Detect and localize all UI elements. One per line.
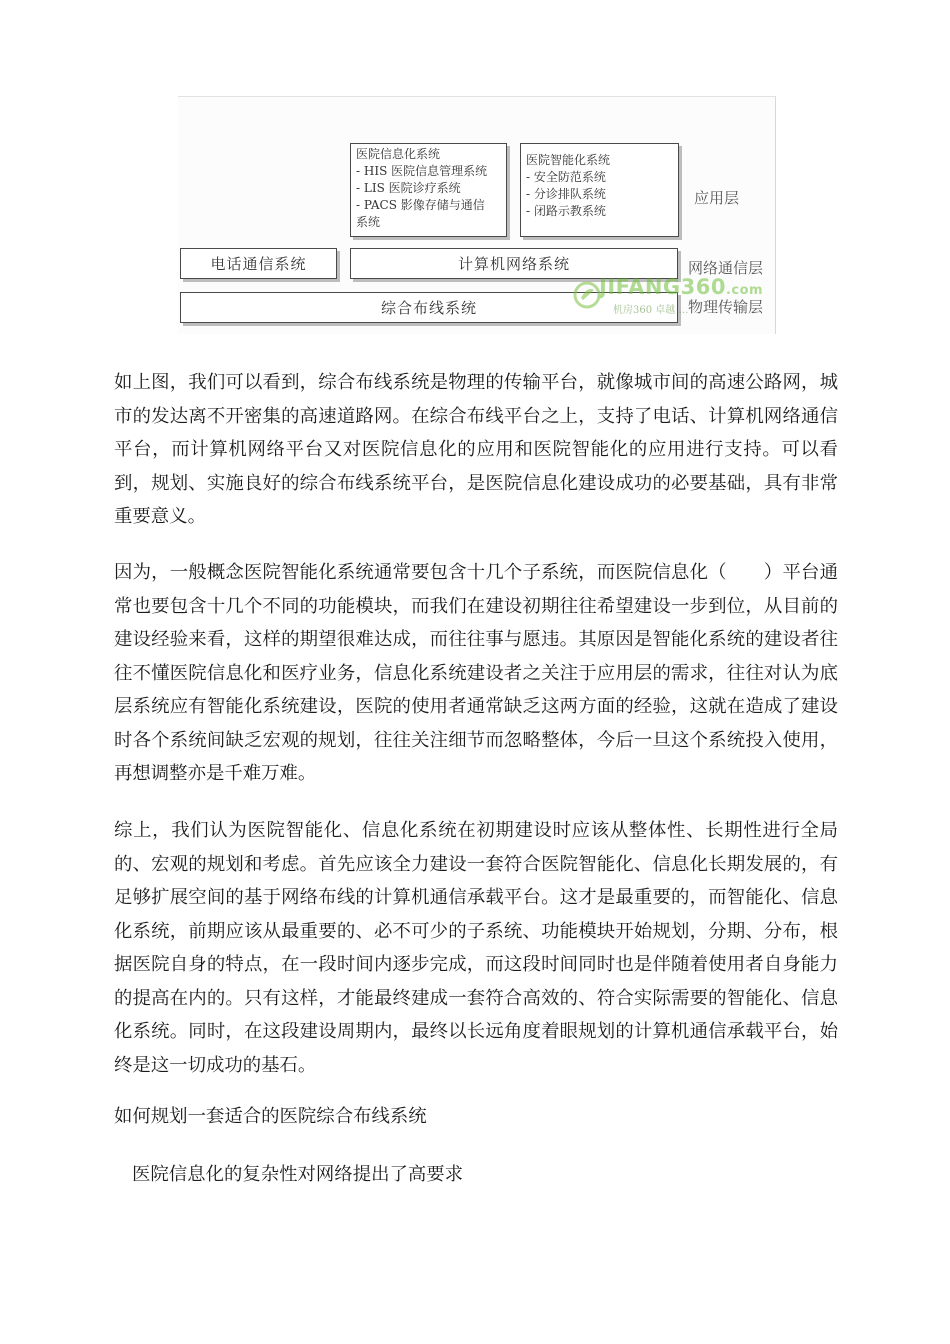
hospital-info-title: 医院信息化系统 <box>356 147 441 161</box>
hospital-smart-item: - 分诊排队系统 <box>526 187 606 201</box>
leaf-logo-icon <box>573 281 601 309</box>
hospital-info-system-box <box>350 143 507 237</box>
network-layer-label: 网络通信层 <box>688 259 764 277</box>
hospital-smart-system-box <box>520 143 679 237</box>
paragraph-3: 综上，我们认为医院智能化、信息化系统在初期建设时应该从整体性、长期性进行全局的、宏观的规划和考虑。首先应该全力建设一套符合医院智能化、信息化长期发展的，有足够扩展空间的基于网络布线的计算机通信承载平台。这才是最重要的，而智能化、信息化系统，前期应该从最重要的、必不可少的子系统、功能模块开始规划，分期、分布，根据医院自身的特点，在一段时间内逐步完成，而这段时间同时也是伴随着使用者自身能力的提高在内的。只有这样，才能最终建成一套符合高效的、符合实际需要的智能化、信息化系统。同时，在这段建设周期内，最终以长远角度着眼规划的计算机通信承载平台，始终是这一切成功的基石。 <box>114 820 838 1076</box>
application-layer-label: 应用层 <box>694 189 740 207</box>
phone-system-box <box>180 248 337 279</box>
hospital-smart-item: - 安全防范系统 <box>526 170 606 184</box>
physical-layer-label: 物理传输层 <box>688 298 764 316</box>
paragraph-2: 因为，一般概念医院智能化系统通常要包含十几个子系统，而医院信息化（ ）平台通常也要包含十几个不同的功能模块，而我们在建设初期往往希望建设一步到位，从目前的建设经验来看，这样的期望很难达成，而往往事与愿违。其原因是智能化系统的建设者往往不懂医院信息化和医疗业务，信息化系统建设者之关注于应用层的需求，往往对认为底层系统应有智能化系统建设，医院的使用者通常缺乏这两方面的经验，这就在造成了建设时各个系统间缺乏宏观的规划，往往关注细节而忽略整体，今后一旦这个系统投入使用，再想调整亦是千难万难。 <box>114 562 838 784</box>
layer-diagram <box>178 96 776 334</box>
watermark-brand: JIFANG360.com <box>599 275 764 299</box>
hospital-smart-item: - 闭路示教系统 <box>526 204 606 218</box>
phone-system-label: 电话通信系统 <box>210 255 307 273</box>
hospital-info-item: - PACS 影像存储与通信 <box>356 198 485 212</box>
watermark <box>573 273 764 317</box>
hospital-info-item: - HIS 医院信息管理系统 <box>356 164 488 178</box>
computer-network-label: 计算机网络系统 <box>457 255 570 273</box>
watermark-sub: 机房360 卓越 … <box>613 305 689 316</box>
cabling-system-label: 综合布线系统 <box>380 299 477 317</box>
hospital-info-item: 系统 <box>356 215 381 229</box>
paragraph-1: 如上图，我们可以看到，综合布线系统是物理的传输平台，就像城市间的高速公路网，城市的发达离不开密集的高速道路网。在综合布线平台之上，支持了电话、计算机网络通信平台，而计算机网络平台又对医院信息化的应用和医院智能化的应用进行支持。可以看到，规划、实施良好的综合布线系统平台，是医院信息化建设成功的必要基础，具有非常重要意义。 <box>114 372 838 527</box>
subsection-heading: 医院信息化的复杂性对网络提出了高要求 <box>132 1164 464 1185</box>
hospital-smart-title: 医院智能化系统 <box>526 153 611 167</box>
hospital-info-item: - LIS 医院诊疗系统 <box>356 181 461 195</box>
section-heading: 如何规划一套适合的医院综合布线系统 <box>114 1106 427 1127</box>
